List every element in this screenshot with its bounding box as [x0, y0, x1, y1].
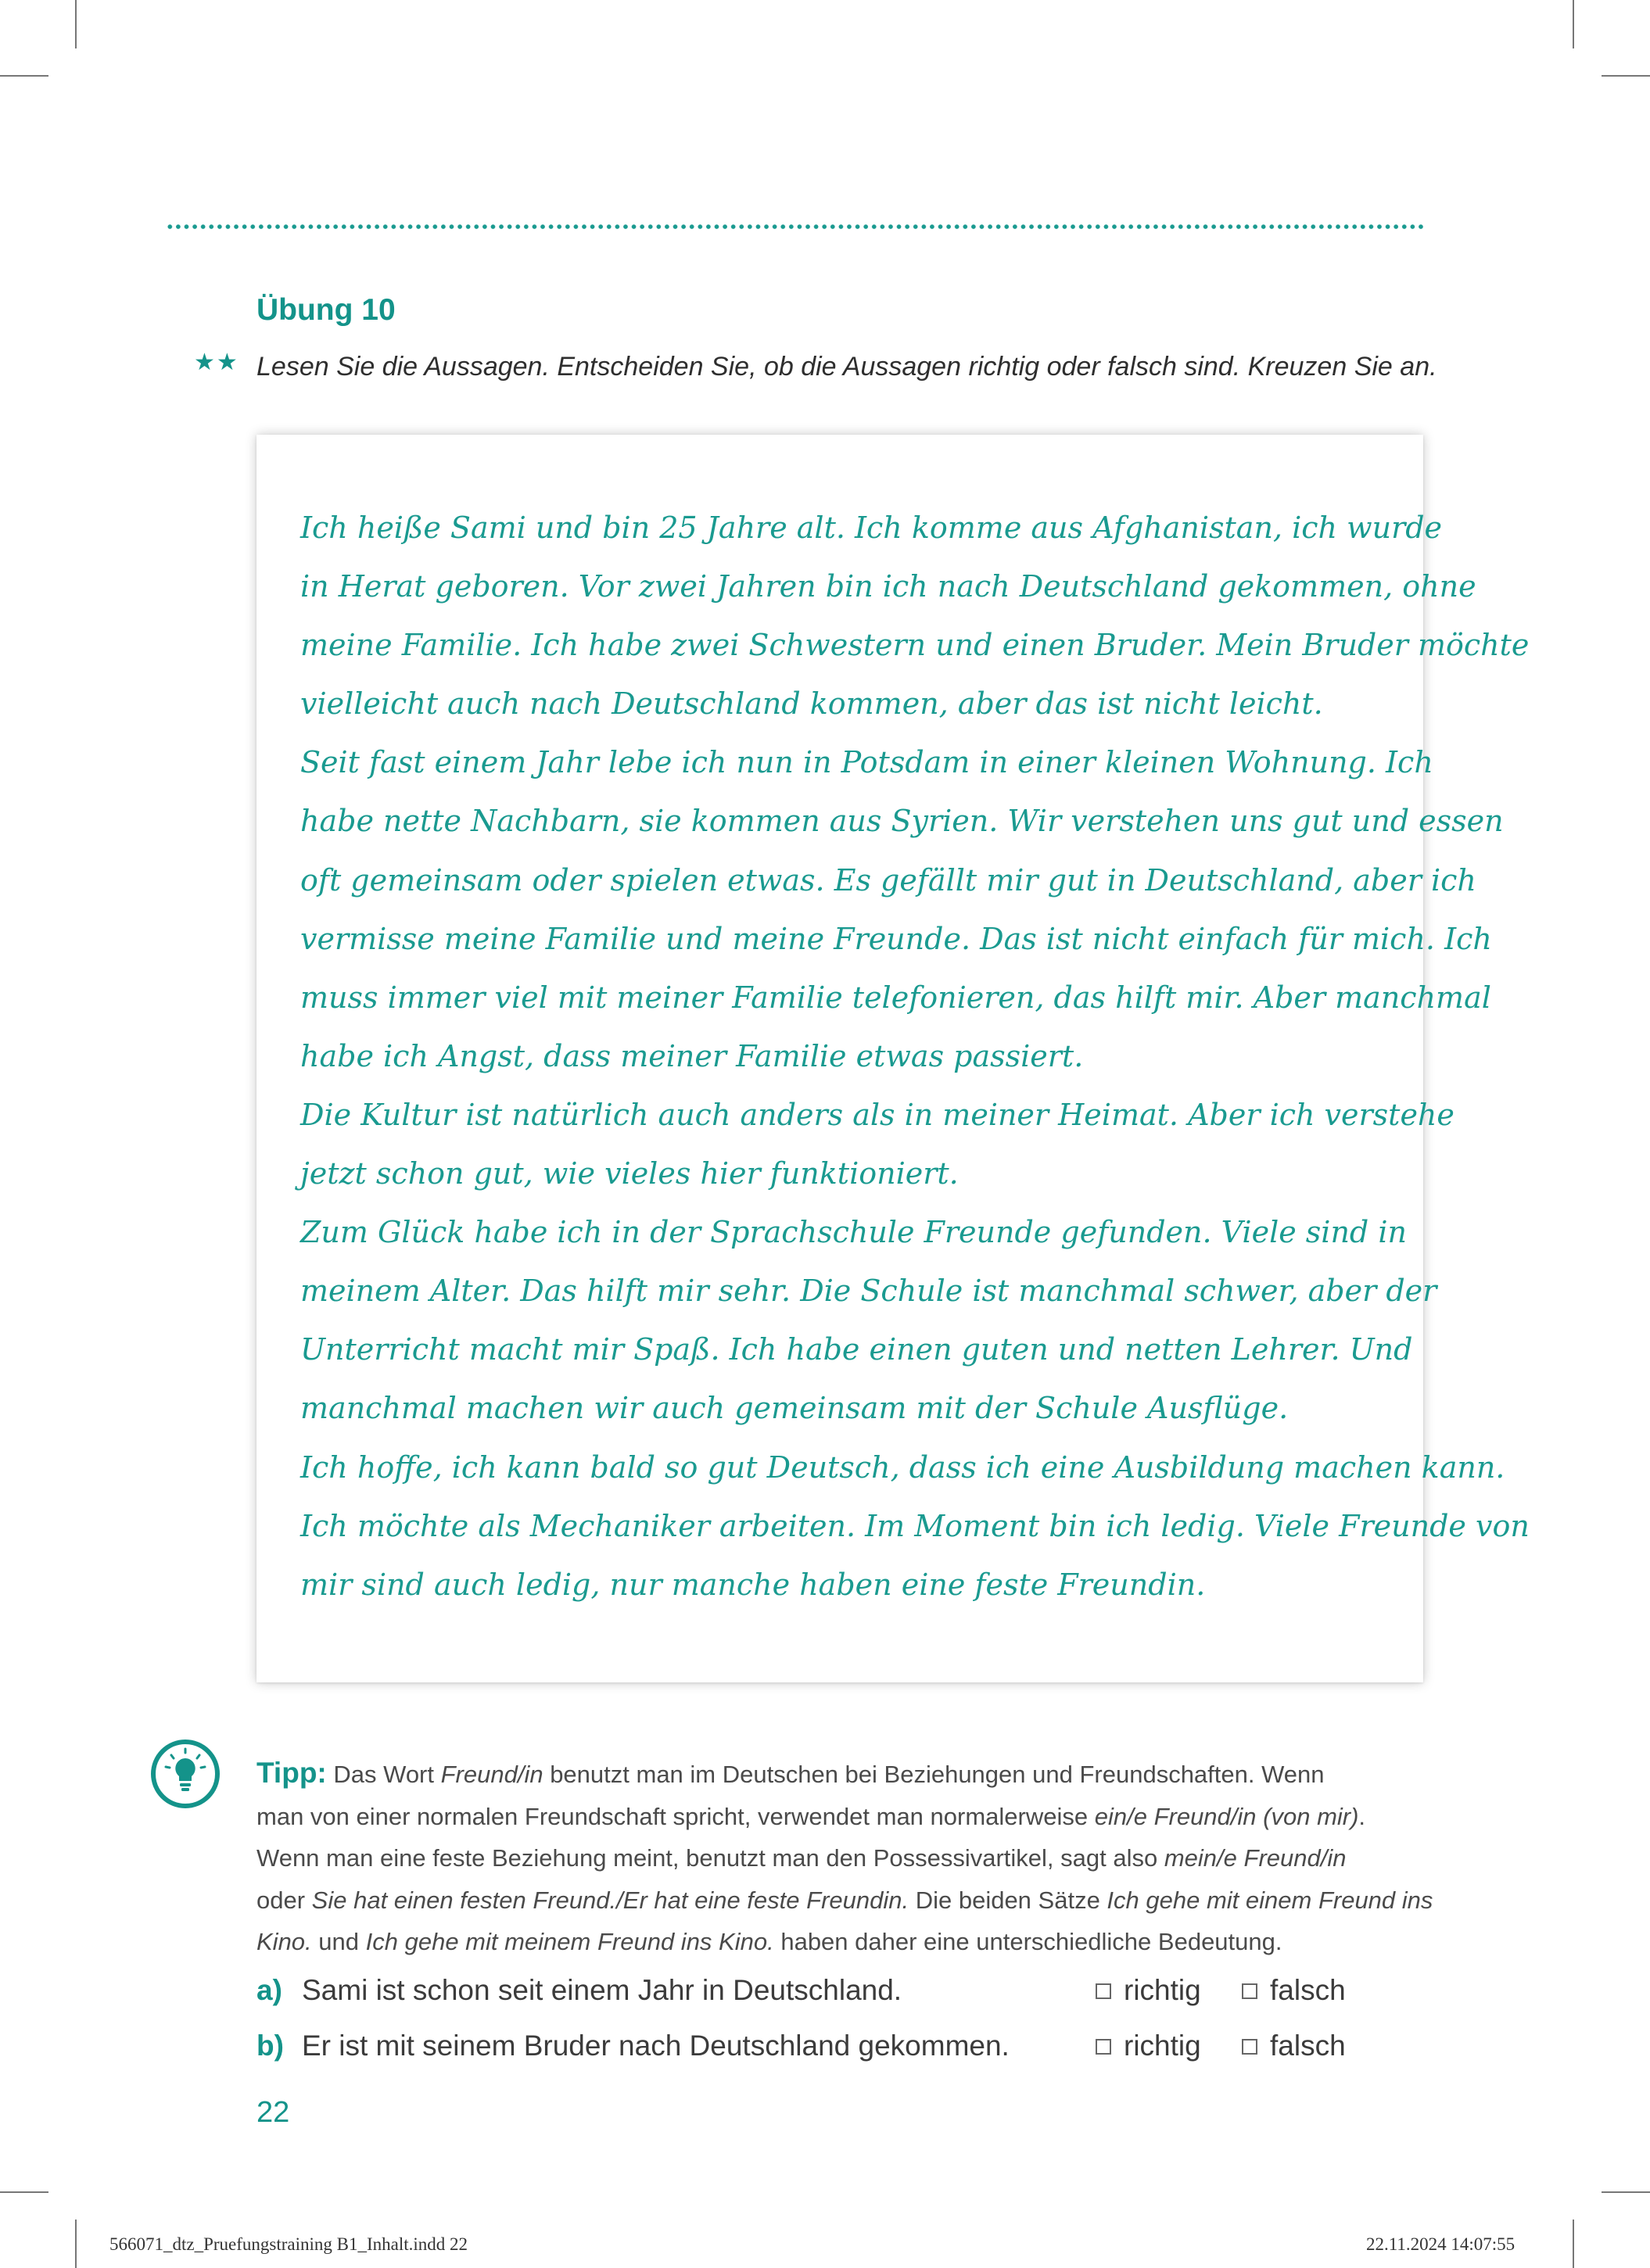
letter-line: vermisse meine Familie und meine Freunde. Das ist nicht einfach für mich. Ich	[300, 921, 1492, 956]
letter-line: vielleicht auch nach Deutschland kommen, aber das ist nicht leicht.	[300, 686, 1323, 722]
tip-line	[256, 1879, 1433, 1922]
tip-example: Sie hat einen festen Freund./Er hat eine feste Freundin.	[311, 1886, 909, 1914]
tip-label: Tipp:	[256, 1757, 327, 1789]
option-label: richtig	[1124, 2030, 1201, 2062]
letter-line: meinem Alter. Das hilft mir sehr. Die Schule ist manchmal schwer, aber der	[300, 1274, 1437, 1309]
option-label: falsch	[1270, 1974, 1346, 2006]
crop-mark	[75, 2220, 77, 2268]
letter-text	[300, 499, 1530, 1614]
tip-text: .	[1358, 1802, 1366, 1830]
question-label: b)	[256, 2030, 284, 2062]
slug-timestamp: 22.11.2024 14:07:55	[1366, 2234, 1515, 2254]
tip-text: man von einer normalen Freundschaft spricht, verwendet man normalerweise	[256, 1802, 1095, 1830]
question-a	[256, 1974, 902, 2007]
tip-example: Kino.	[256, 1928, 312, 1955]
letter-line: Ich heiße Sami und bin 25 Jahre alt. Ich komme aus Afghanistan, ich wurde	[300, 511, 1443, 545]
page-number: 22	[256, 2096, 290, 2129]
checkbox[interactable]	[1096, 2039, 1111, 2055]
crop-mark	[1602, 75, 1650, 77]
tip-text: und	[311, 1928, 366, 1955]
letter-card	[256, 435, 1530, 1682]
letter-line: habe nette Nachbarn, sie kommen aus Syrien. Wir verstehen uns gut und essen	[300, 804, 1504, 839]
tip-line	[256, 1921, 1429, 1963]
tip-text: Wenn man eine feste Beziehung meint, benutzt man den Possessivartikel, sagt also	[256, 1844, 1164, 1872]
checkbox[interactable]	[1096, 1983, 1111, 1999]
tip-text: Die beiden Sätze	[909, 1886, 1107, 1914]
letter-line: manchmal machen wir auch gemeinsam mit der Schule Ausflüge.	[300, 1391, 1289, 1426]
letter-line: Unterricht macht mir Spaß. Ich habe einen guten und netten Lehrer. Und	[300, 1332, 1413, 1367]
question-label: a)	[256, 1974, 282, 2006]
crop-mark	[1602, 2191, 1650, 2193]
letter-line: Zum Glück habe ich in der Sprachschule Freunde gefunden. Viele sind in	[300, 1215, 1407, 1250]
letter-line: Seit fast einem Jahr lebe ich nun in Potsdam in einer kleinen Wohnung. Ich	[300, 745, 1433, 780]
question-text: Sami ist schon seit einem Jahr in Deutschland.	[302, 1974, 902, 2006]
tip-line	[256, 1752, 1429, 1796]
lightbulb-icon	[149, 1737, 222, 1811]
letter-line: Ich möchte als Mechaniker arbeiten. Im Moment bin ich ledig. Viele Freunde von	[300, 1508, 1530, 1543]
letter-line: habe ich Angst, dass meiner Familie etwas passiert.	[300, 1038, 1084, 1073]
checkbox[interactable]	[1242, 2039, 1257, 2055]
letter-line: Ich hoffe, ich kann bald so gut Deutsch, dass ich eine Ausbildung machen kann.	[300, 1449, 1505, 1485]
exercise-instruction: Lesen Sie die Aussagen. Entscheiden Sie, ob die Aussagen richtig oder falsch sind. Kreuzen Sie an.	[256, 352, 1437, 382]
option-falsch-a[interactable]	[1242, 1974, 1346, 2007]
tip-example: Ich gehe mit einem Freund ins	[1107, 1886, 1433, 1914]
crop-mark	[0, 2191, 48, 2193]
slug-filename: 566071_dtz_Pruefungstraining B1_Inhalt.indd 22	[109, 2234, 468, 2254]
letter-line: muss immer viel mit meiner Familie telefonieren, das hilft mir. Aber manchmal	[300, 980, 1491, 1015]
option-richtig-a[interactable]	[1096, 1974, 1201, 2007]
tip-text: oder	[256, 1886, 312, 1914]
letter-line: meine Familie. Ich habe zwei Schwestern und einen Bruder. Mein Bruder möchte	[300, 628, 1530, 663]
tip-text: Das Wort	[333, 1761, 441, 1788]
question-text: Er ist mit seinem Bruder nach Deutschland gekommen.	[302, 2030, 1010, 2062]
option-richtig-b[interactable]	[1096, 2030, 1201, 2062]
difficulty-stars: ★★	[194, 349, 239, 375]
tip-text: benutzt man im Deutschen bei Beziehungen und Freundschaften. Wenn	[543, 1761, 1325, 1788]
tip-example: Freund/in	[440, 1761, 543, 1788]
tip-box	[256, 1752, 1433, 1963]
tip-text: haben daher eine unterschiedliche Bedeutung.	[773, 1928, 1282, 1955]
option-label: richtig	[1124, 1974, 1201, 2006]
crop-mark	[1573, 2220, 1574, 2268]
dotted-divider	[166, 224, 1425, 230]
tip-example: mein/e Freund/in	[1164, 1844, 1347, 1872]
checkbox[interactable]	[1242, 1983, 1257, 1999]
tip-example: ein/e Freund/in (von mir)	[1094, 1802, 1359, 1830]
question-b	[256, 2030, 1010, 2062]
crop-mark	[0, 75, 48, 77]
crop-mark	[75, 0, 77, 48]
tip-line	[256, 1837, 1429, 1879]
letter-line: oft gemeinsam oder spielen etwas. Es gefällt mir gut in Deutschland, aber ich	[300, 862, 1476, 898]
option-label: falsch	[1270, 2030, 1346, 2062]
letter-line: mir sind auch ledig, nur manche haben eine feste Freundin.	[300, 1567, 1206, 1602]
tip-example: Ich gehe mit meinem Freund ins Kino.	[365, 1928, 774, 1955]
crop-mark	[1573, 0, 1574, 48]
exercise-title: Übung 10	[256, 293, 396, 327]
letter-line: in Herat geboren. Vor zwei Jahren bin ich nach Deutschland gekommen, ohne	[300, 569, 1476, 604]
option-falsch-b[interactable]	[1242, 2030, 1346, 2062]
letter-line: jetzt schon gut, wie vieles hier funktioniert.	[300, 1156, 959, 1191]
tip-line	[256, 1796, 1429, 1838]
letter-line: Die Kultur ist natürlich auch anders als in meiner Heimat. Aber ich verstehe	[300, 1097, 1455, 1132]
